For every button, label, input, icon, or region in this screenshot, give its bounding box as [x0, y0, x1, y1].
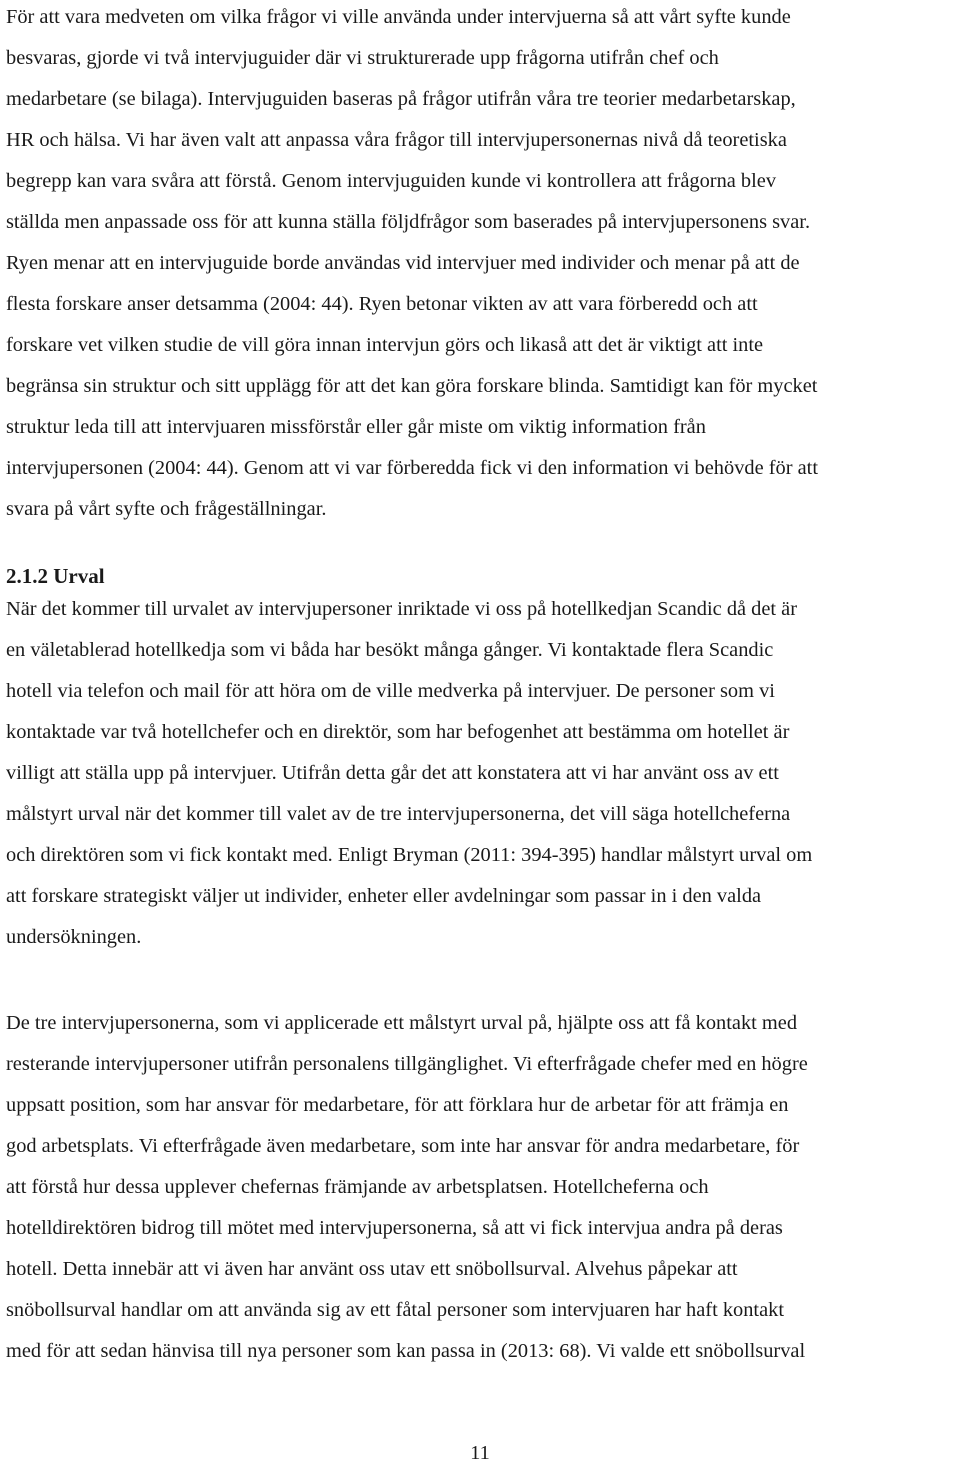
text-line: besvaras, gjorde vi två intervjuguider där vi strukturerade upp frågorna utifrån chef och — [6, 47, 719, 69]
text-line: Ryen menar att en intervjuguide borde användas vid intervjuer med individer och menar på att de — [6, 252, 800, 274]
text-line: För att vara medveten om vilka frågor vi ville använda under intervjuerna så att vårt syfte kunde — [6, 6, 791, 28]
text-line: resterande intervjupersoner utifrån personalens tillgänglighet. Vi efterfrågade chefer med en högre — [6, 1053, 808, 1075]
text-line: en väletablerad hotellkedja som vi båda har besökt många gånger. Vi kontaktade flera Scandic — [6, 639, 774, 661]
text-line: och direktören som vi fick kontakt med. Enligt Bryman (2011: 394-395) handlar målstyrt urval om — [6, 844, 813, 866]
text-line: begränsa sin struktur och sitt upplägg för att det kan göra forskare blinda. Samtidigt kan för mycket — [6, 375, 818, 397]
text-line: att förstå hur dessa upplever chefernas främjande av arbetsplatsen. Hotellcheferna och — [6, 1176, 709, 1198]
page-number: 11 — [470, 1442, 490, 1464]
text-line: god arbetsplats. Vi efterfrågade även medarbetare, som inte har ansvar för andra medarbetare, för — [6, 1135, 800, 1157]
text-line: kontaktade var två hotellchefer och en direktör, som har befogenhet att bestämma om hotellet är — [6, 721, 790, 743]
text-line: målstyrt urval när det kommer till valet av de tre intervjupersonerna, det vill säga hotellcheferna — [6, 803, 791, 825]
text-line: hotell. Detta innebär att vi även har använt oss utav ett snöbollsurval. Alvehus påpekar att — [6, 1258, 738, 1280]
text-line: flesta forskare anser detsamma (2004: 44). Ryen betonar vikten av att vara förberedd och att — [6, 293, 758, 315]
text-line: snöbollsurval handlar om att använda sig av ett fåtal personer som intervjuaren har haft kontakt — [6, 1299, 785, 1321]
text-line: ställda men anpassade oss för att kunna ställa följdfrågor som baserades på intervjupersonens svar. — [6, 211, 811, 233]
text-line: intervjupersonen (2004: 44). Genom att vi var förberedda fick vi den information vi behövde för att — [6, 457, 818, 479]
text-line: villigt att ställa upp på intervjuer. Utifrån detta går det att konstatera att vi har använt oss av ett — [6, 762, 779, 784]
text-line: hotelldirektören bidrog till mötet med intervjupersonerna, så att vi fick intervjua andra på deras — [6, 1217, 783, 1239]
text-line: med för att sedan hänvisa till nya personer som kan passa in (2013: 68). Vi valde ett snöbollsurval — [6, 1340, 806, 1362]
text-line: undersökningen. — [6, 926, 142, 948]
text-line: struktur leda till att intervjuaren missförstår eller går miste om viktig information från — [6, 416, 706, 438]
text-line: medarbetare (se bilaga). Intervjuguiden baseras på frågor utifrån våra tre teorier medarbetarskap, — [6, 88, 796, 110]
text-line: HR och hälsa. Vi har även valt att anpassa våra frågor till intervjupersonernas nivå då teoretiska — [6, 129, 787, 151]
text-line: begrepp kan vara svåra att förstå. Genom intervjuguiden kunde vi kontrollera att frågorna blev — [6, 170, 777, 192]
text-line: När det kommer till urvalet av intervjupersoner inriktade vi oss på hotellkedjan Scandic då det är — [6, 598, 798, 620]
text-line: att forskare strategiskt väljer ut individer, enheter eller avdelningar som passar in i den valda — [6, 885, 762, 907]
text-line: svara på vårt syfte och frågeställningar. — [6, 498, 327, 520]
text-line: hotell via telefon och mail för att höra om de ville medverka på intervjuer. De personer som vi — [6, 680, 775, 702]
section-heading: 2.1.2 Urval — [6, 564, 105, 588]
text-line: De tre intervjupersonerna, som vi applicerade ett målstyrt urval på, hjälpte oss att få kontakt med — [6, 1012, 798, 1034]
text-line: uppsatt position, som har ansvar för medarbetare, för att förklara hur de arbetar för att främja en — [6, 1094, 789, 1116]
text-line: forskare vet vilken studie de vill göra innan intervjun görs och likaså att det är viktigt att inte — [6, 334, 764, 356]
